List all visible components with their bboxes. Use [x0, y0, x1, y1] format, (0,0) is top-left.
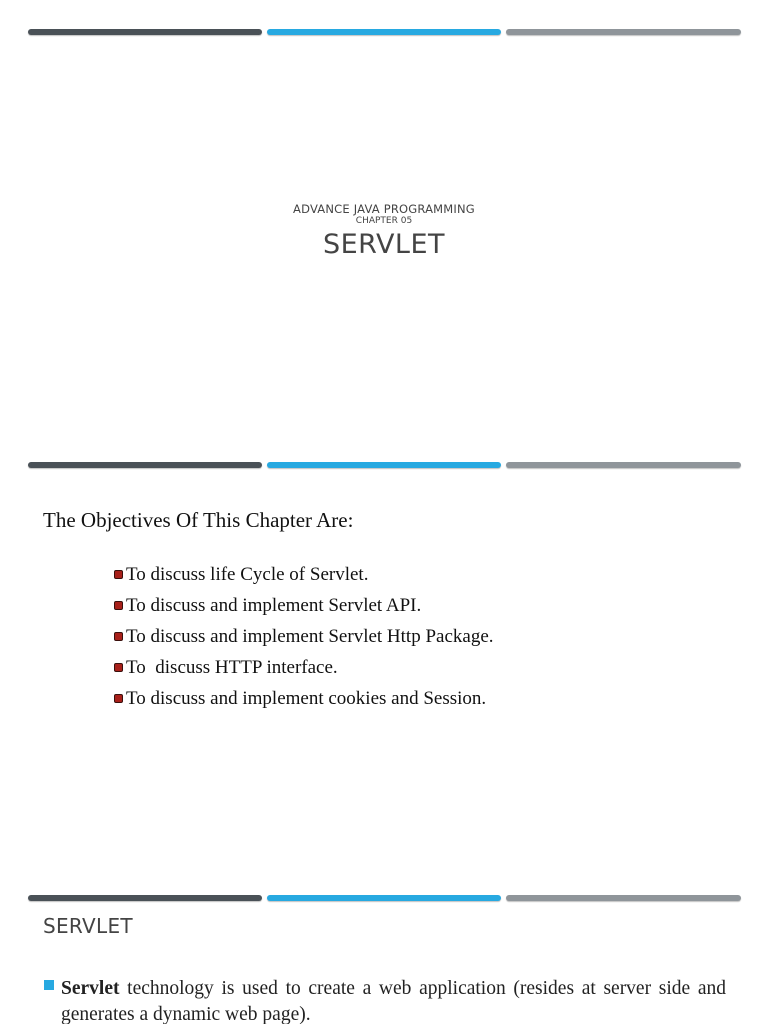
blue-square-bullet-icon	[44, 980, 54, 990]
header-bar-gray	[506, 29, 741, 35]
course-title: ADVANCE JAVA PROGRAMMING	[293, 202, 475, 216]
term-bold: Servlet	[61, 978, 120, 999]
slide-2-header-bars	[28, 462, 741, 470]
red-square-bullet-icon	[114, 570, 123, 579]
header-bar-accent	[267, 895, 501, 901]
red-square-bullet-icon	[114, 601, 123, 610]
header-bar-accent	[267, 462, 501, 468]
header-bar-dark	[28, 29, 262, 35]
objectives-heading: The Objectives Of This Chapter Are:	[43, 508, 354, 532]
slide-title: SERVLET	[322, 229, 446, 260]
header-bar-accent	[267, 29, 501, 35]
list-item	[114, 656, 494, 687]
objective-text: To discuss and implement cookies and Session.	[126, 688, 487, 709]
paragraph-body: technology is used to create a web application (resides at server side and generates a dynamic web page).	[61, 978, 726, 1024]
red-square-bullet-icon	[114, 663, 123, 672]
red-square-bullet-icon	[114, 694, 123, 703]
header-bar-dark	[28, 895, 262, 901]
objective-text: To discuss HTTP interface.	[126, 657, 338, 678]
header-bar-gray	[506, 462, 741, 468]
slide-3-header-bars	[28, 895, 741, 903]
body-paragraph	[44, 976, 726, 1024]
objectives-list	[114, 563, 494, 718]
section-heading: SERVLET	[43, 914, 133, 938]
list-item	[114, 594, 494, 625]
header-bar-dark	[28, 462, 262, 468]
slide-1-header-bars	[28, 29, 741, 37]
header-bar-gray	[506, 895, 741, 901]
paragraph-text	[61, 976, 726, 1024]
objective-text: To discuss life Cycle of Servlet.	[126, 564, 369, 585]
chapter-label: CHAPTER 05	[355, 216, 413, 226]
red-square-bullet-icon	[114, 632, 123, 641]
list-item	[114, 687, 494, 718]
list-item	[114, 563, 494, 594]
objective-text: To discuss and implement Servlet Http Package.	[126, 626, 494, 647]
objective-text: To discuss and implement Servlet API.	[126, 595, 422, 616]
list-item	[114, 625, 494, 656]
